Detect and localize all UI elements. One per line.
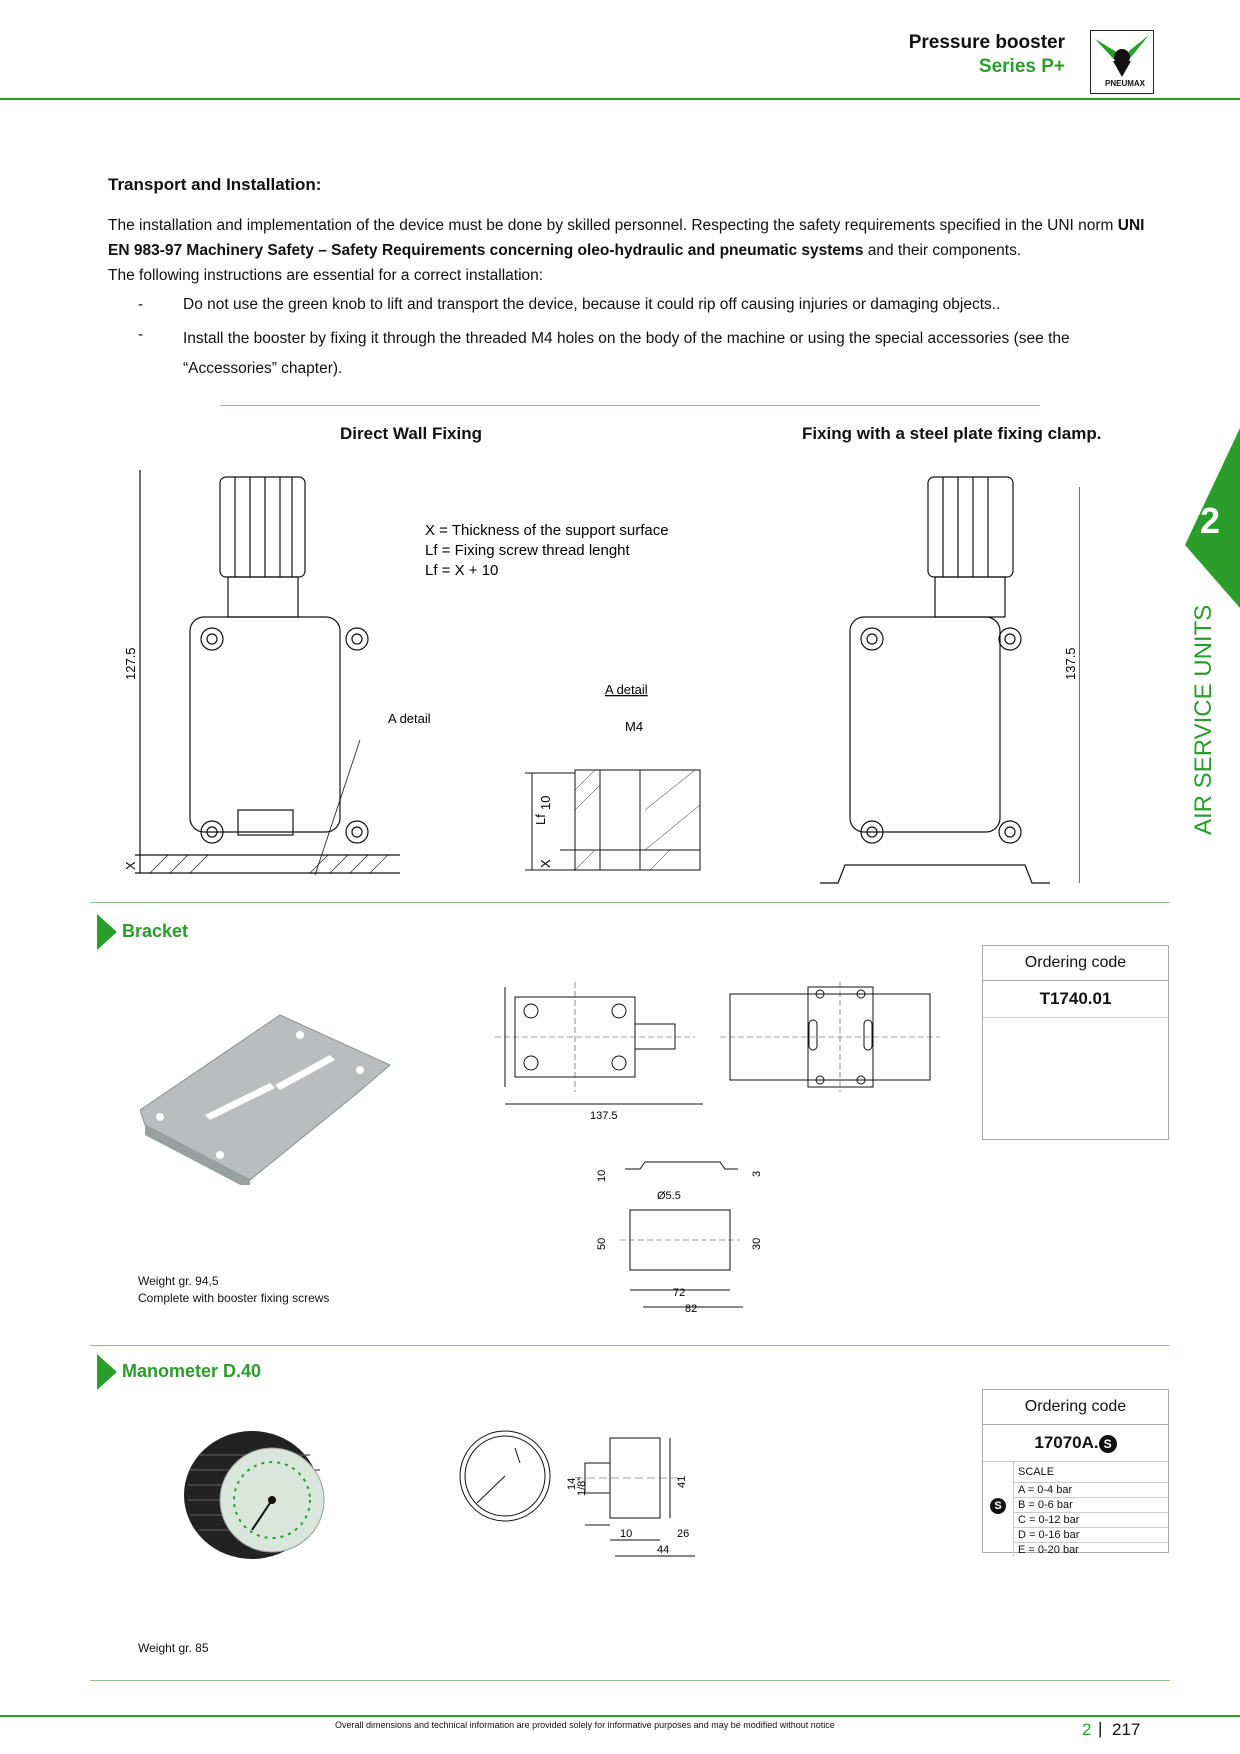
dim-18-mano: 1/8" xyxy=(576,1476,588,1496)
scale-row: D = 0-16 bar xyxy=(1014,1528,1168,1543)
scale-row: E = 0-20 bar xyxy=(1018,1544,1079,1556)
bracket-title: Bracket xyxy=(122,921,189,941)
manometer-arrow-icon xyxy=(97,1354,117,1390)
dim-3-bracket: 3 xyxy=(751,1170,763,1177)
footer-rule xyxy=(0,1715,1240,1717)
dim-127-5: 127.5 xyxy=(123,647,138,680)
header-title: Pressure booster xyxy=(908,32,1065,53)
dim-10-detail: 10 xyxy=(538,795,553,810)
divider-1 xyxy=(220,405,1040,406)
bracket-note: Complete with booster fixing screws xyxy=(138,1291,330,1305)
dim-137-5: 137.5 xyxy=(1063,647,1078,680)
footer-note: Overall dimensions and technical information are provided solely for informative purposes and may be modified without notice xyxy=(335,1720,835,1730)
ordering-code-label: Ordering code xyxy=(983,946,1168,981)
s-symbol-icon: S xyxy=(1099,1435,1117,1453)
dim-50-bracket: 50 xyxy=(596,1237,608,1250)
dim-44-mano: 44 xyxy=(657,1544,670,1556)
bullet-dash-1: - xyxy=(138,296,144,313)
fixing-drawings xyxy=(120,465,1080,895)
scale-symbol-column xyxy=(983,1462,1014,1557)
a-detail-callout: A detail xyxy=(388,711,431,726)
ordering-code-label-2: Ordering code xyxy=(983,1390,1168,1425)
s-symbol-icon-2: S xyxy=(990,1498,1006,1514)
footer-separator: | xyxy=(1098,1719,1103,1738)
scale-row: B = 0-6 bar xyxy=(1014,1498,1168,1513)
bullet-1: Do not use the green knob to lift and transport the device, because it could rip off causing injuries or damaging objects.. xyxy=(183,296,1001,313)
manometer-title: Manometer D.40 xyxy=(122,1361,262,1381)
transport-title: Transport and Installation: xyxy=(108,175,322,194)
side-tab-number: 2 xyxy=(1199,500,1220,541)
manometer-code-text: 17070A. xyxy=(1034,1433,1099,1452)
para1-end: and their components. xyxy=(863,242,1022,259)
scale-row: C = 0-12 bar xyxy=(1014,1513,1168,1528)
bracket-arrow-icon xyxy=(97,914,117,950)
dim-41-mano: 41 xyxy=(676,1475,688,1488)
scale-row: A = 0-4 bar xyxy=(1014,1483,1168,1498)
dim-14-mano: 14 xyxy=(566,1477,578,1490)
legend-x: X = Thickness of the support surface xyxy=(425,522,669,539)
para1-text: The installation and implementation of the device must be done by skilled personnel. Respecting the safety requirements specified in the UNI norm xyxy=(108,217,1118,234)
dim-lf: Lf xyxy=(533,814,548,825)
footer-section: 2 xyxy=(1082,1720,1092,1739)
dim-x-detail: X xyxy=(538,859,553,868)
scale-header: SCALE xyxy=(1014,1462,1168,1483)
dim-30-bracket: 30 xyxy=(751,1237,763,1250)
manometer-code xyxy=(983,1425,1168,1462)
manometer-drawings xyxy=(455,1428,755,1558)
dim-82-bracket: 82 xyxy=(685,1303,698,1315)
dim-10-mano: 10 xyxy=(620,1528,633,1540)
divider-3 xyxy=(90,1345,1170,1346)
bracket-code: T1740.01 xyxy=(983,981,1168,1018)
dim-72-bracket: 72 xyxy=(673,1287,686,1299)
bracket-weight: Weight gr. 94,5 xyxy=(138,1274,219,1288)
dim-26-mano: 26 xyxy=(677,1528,690,1540)
header-rule xyxy=(0,98,1240,100)
logo-text: PNEUMAX xyxy=(1105,79,1146,88)
transport-paragraph-2: The following instructions are essential for a correct installation: xyxy=(108,267,544,284)
clamp-fixing-title: Fixing with a steel plate fixing clamp. xyxy=(802,424,1102,443)
manometer-ordering-box xyxy=(982,1389,1169,1556)
side-tab-label: AIR SERVICE UNITS xyxy=(1190,604,1217,835)
transport-paragraph xyxy=(108,213,1168,263)
para1-bold: UNI EN 983-97 Machinery Safety – Safety Requirements concerning oleo-hydraulic and pneumatic systems xyxy=(108,217,1145,259)
dim-137-5-bracket: 137.5 xyxy=(590,1110,618,1122)
legend-lf: Lf = Fixing screw thread lenght xyxy=(425,542,630,559)
direct-wall-fixing-title: Direct Wall Fixing xyxy=(340,424,483,443)
scale-table xyxy=(1014,1462,1168,1557)
bullet-2: Install the booster by fixing it through the threaded M4 holes on the body of the machine or using the special accessories (see the “Accessories” chapter). xyxy=(183,330,1070,377)
dim-10-bracket: 10 xyxy=(596,1169,608,1182)
bracket-image xyxy=(130,1005,400,1185)
page-number: 217 xyxy=(1112,1720,1141,1739)
bracket-ordering-box xyxy=(982,945,1169,1140)
divider-4 xyxy=(90,1680,1170,1681)
bullet-dash-2: - xyxy=(138,326,144,343)
dim-m4: M4 xyxy=(625,719,644,734)
bracket-drawings xyxy=(495,982,975,1322)
divider-2 xyxy=(90,902,1170,903)
pneumax-logo xyxy=(1090,30,1154,94)
dim-55-bracket: Ø5.5 xyxy=(657,1190,681,1202)
manometer-image xyxy=(180,1425,330,1565)
a-detail-title: A detail xyxy=(605,682,648,697)
manometer-weight: Weight gr. 85 xyxy=(138,1641,209,1655)
legend-lf-formula: Lf = X + 10 xyxy=(425,562,499,579)
dim-x-left: X xyxy=(123,861,138,870)
header-subtitle: Series P+ xyxy=(978,56,1065,77)
